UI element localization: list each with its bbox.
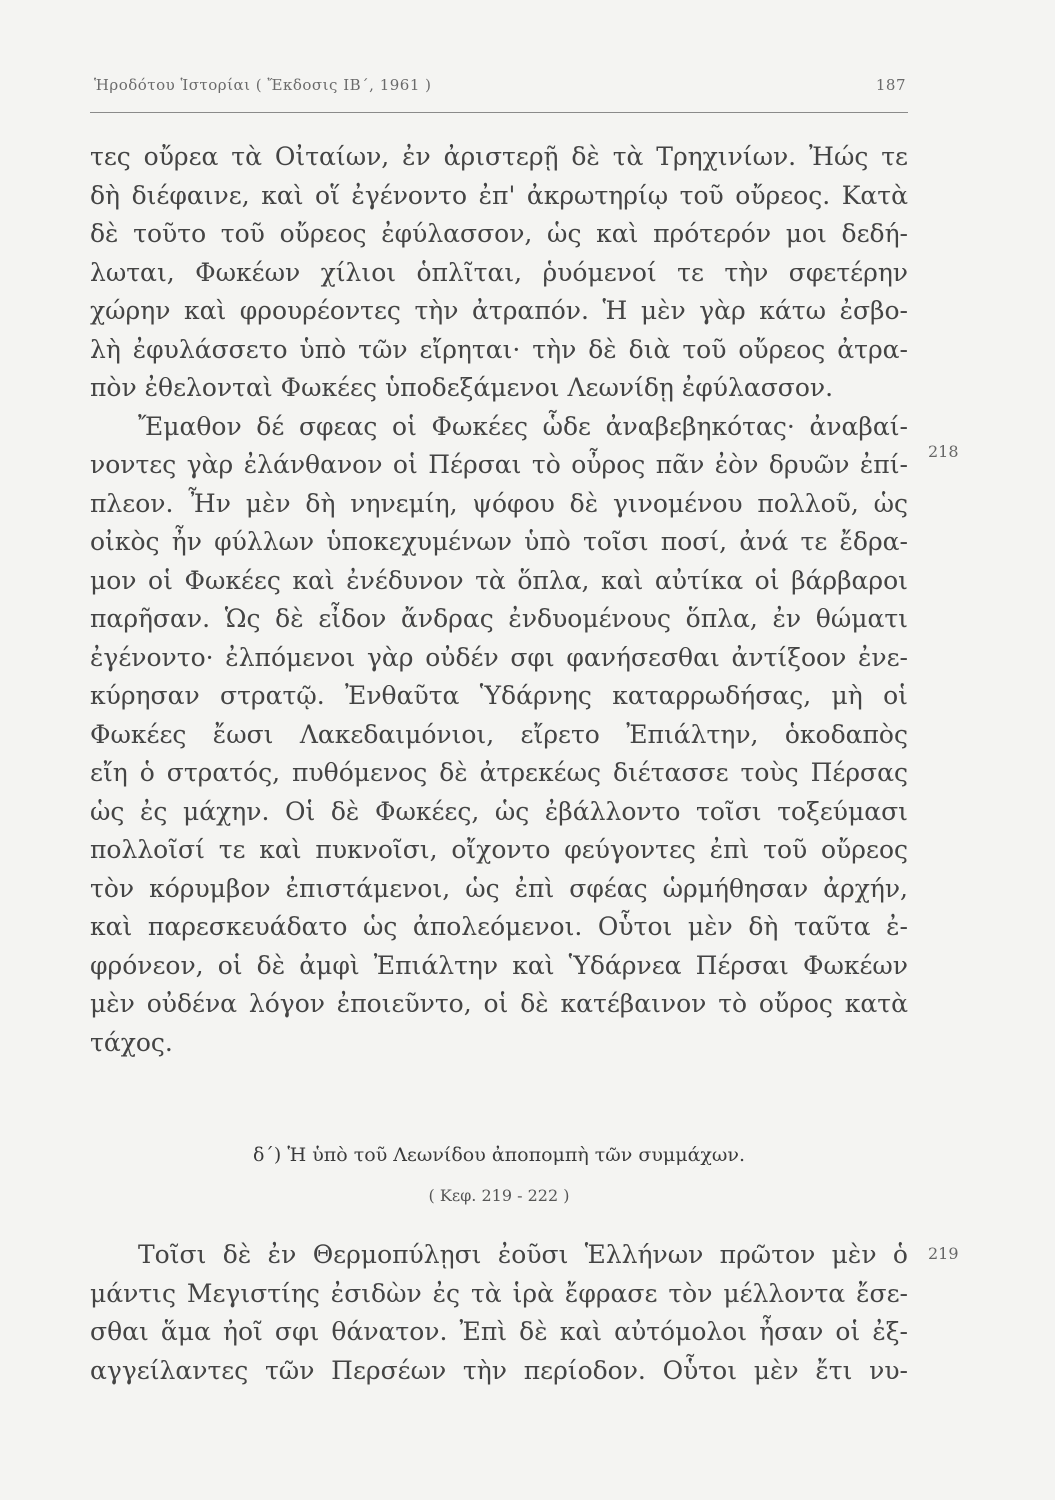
text-line: δὲ τοῦτο τοῦ οὔρεος ἐφύλασσον, ὡς καὶ πρότερόν μοι δεδή-: [90, 219, 908, 248]
text-line: πλεον. Ἦν μὲν δὴ νηνεμίη, ψόφου δὲ γινομένου πολλοῦ, ὡς: [90, 488, 908, 518]
text-line: τὸν κόρυμβον ἐπιστάμενοι, ὡς ἐπὶ σφέας ὡρμήθησαν ἀρχήν,: [90, 873, 908, 903]
main-text-continued: [90, 1236, 908, 1390]
text-line: τάχος.: [90, 1027, 173, 1057]
text-line: Τοῖσι δὲ ἐν Θερμοπύλῃσι ἐοῦσι Ἑλλήνων πρῶτον μὲν ὁ: [138, 1240, 908, 1269]
section-heading: δ΄) Ἡ ὑπὸ τοῦ Λεωνίδου ἀποπομπὴ τῶν συμμάχων.: [252, 1144, 746, 1166]
text-line: ἐγένοντο· ἐλπόμενοι γὰρ οὐδέν σφι φανήσεσθαι ἀντίξοον ἐνε-: [90, 642, 908, 672]
chapter-range: ( Κεφ. 219 - 222 ): [428, 1186, 570, 1205]
text-line: Ἔμαθον δέ σφεας οἱ Φωκέες ὧδε ἀναβεβηκότας· ἀναβαί-: [138, 411, 908, 441]
text-line: λωται, Φωκέων χίλιοι ὁπλῖται, ῥυόμενοί τε τὴν σφετέρην: [90, 257, 908, 287]
text-line: ὡς ἐς μάχην. Οἱ δὲ Φωκέες, ὡς ἐβάλλοντο τοῖσι τοξεύμασι: [90, 796, 908, 826]
text-line: μον οἱ Φωκέες καὶ ἐνέδυνον τὰ ὅπλα, καὶ αὐτίκα οἱ βάρβαροι: [90, 565, 908, 595]
text-line: χώρην καὶ φρουρέοντες τὴν ἀτραπόν. Ἡ μὲν γὰρ κάτω ἐσβο-: [90, 296, 908, 325]
text-line: παρῆσαν. Ὡς δὲ εἶδον ἄνδρας ἐνδυομένους ὅπλα, ἐν θώματι: [90, 604, 908, 633]
text-line: καὶ παρεσκευάδατο ὡς ἀπολεόμενοι. Οὗτοι μὲν δὴ ταῦτα ἐ-: [90, 912, 908, 941]
text-line: νοντες γὰρ ἐλάνθανον οἱ Πέρσαι τὸ οὖρος πᾶν ἐὸν δρυῶν ἐπί-: [90, 450, 908, 479]
text-line: μὲν οὐδένα λόγον ἐποιεῦντο, οἱ δὲ κατέβαινον τὸ οὔρος κατὰ: [90, 989, 908, 1018]
text-line: Φωκέες ἔωσι Λακεδαιμόνιοι, εἴρετο Ἐπιάλτην, ὁκοδαπὸς: [90, 719, 908, 749]
text-line: σθαι ἅμα ἠοῖ σφι θάνατον. Ἐπὶ δὲ καὶ αὐτόμολοι ἦσαν οἱ ἐξ-: [90, 1317, 908, 1346]
running-title: Ἡροδότου Ἱστορίαι ( Ἔκδοσις ΙΒ΄, 1961 ): [94, 76, 432, 94]
text-line: οἰκὸς ἦν φύλλων ὑποκεχυμένων ὑπὸ τοῖσι ποσί, ἀνά τε ἔδρα-: [90, 527, 908, 556]
margin-chapter-number: 219: [928, 1244, 959, 1263]
page-number: 187: [875, 76, 906, 94]
text-line: αγγείλαντες τῶν Περσέων τὴν περίοδον. Οὗτοι μὲν ἔτι νυ-: [90, 1355, 908, 1385]
text-line: φρόνεον, οἱ δὲ ἀμφὶ Ἐπιάλτην καὶ Ὑδάρνεα Πέρσαι Φωκέων: [90, 950, 908, 980]
text-line: εἴη ὁ στρατός, πυθόμενος δὲ ἀτρεκέως διέτασσε τοὺς Πέρσας: [90, 758, 908, 787]
text-line: μάντις Μεγιστίης ἐσιδὼν ἐς τὰ ἱρὰ ἔφρασε τὸν μέλλοντα ἔσε-: [90, 1278, 908, 1308]
header-rule: [90, 112, 908, 113]
text-line: πολλοῖσί τε καὶ πυκνοῖσι, οἴχοντο φεύγοντες ἐπὶ τοῦ οὔρεος: [90, 835, 908, 864]
text-line: λὴ ἐφυλάσσετο ὑπὸ τῶν εἴρηται· τὴν δὲ διὰ τοῦ οὔρεος ἀτρα-: [90, 334, 908, 364]
text-line: τες οὔρεα τὰ Οἰταίων, ἐν ἀριστερῇ δὲ τὰ Τρηχινίων. Ἠώς τε: [90, 142, 908, 171]
text-line: κύρησαν στρατῷ. Ἐνθαῦτα Ὑδάρνης καταρρωδήσας, μὴ οἱ: [90, 681, 908, 710]
page-header: [88, 76, 908, 100]
text-line: πὸν ἐθελονταὶ Φωκέες ὑποδεξάμενοι Λεωνίδῃ ἐφύλασσον.: [90, 373, 834, 402]
text-line: δὴ διέφαινε, καὶ οἵ ἐγένοντο ἐπ' ἀκρωτηρίῳ τοῦ οὔρεος. Κατὰ: [90, 180, 908, 210]
main-text: [90, 138, 908, 1062]
margin-chapter-number: 218: [928, 442, 959, 461]
